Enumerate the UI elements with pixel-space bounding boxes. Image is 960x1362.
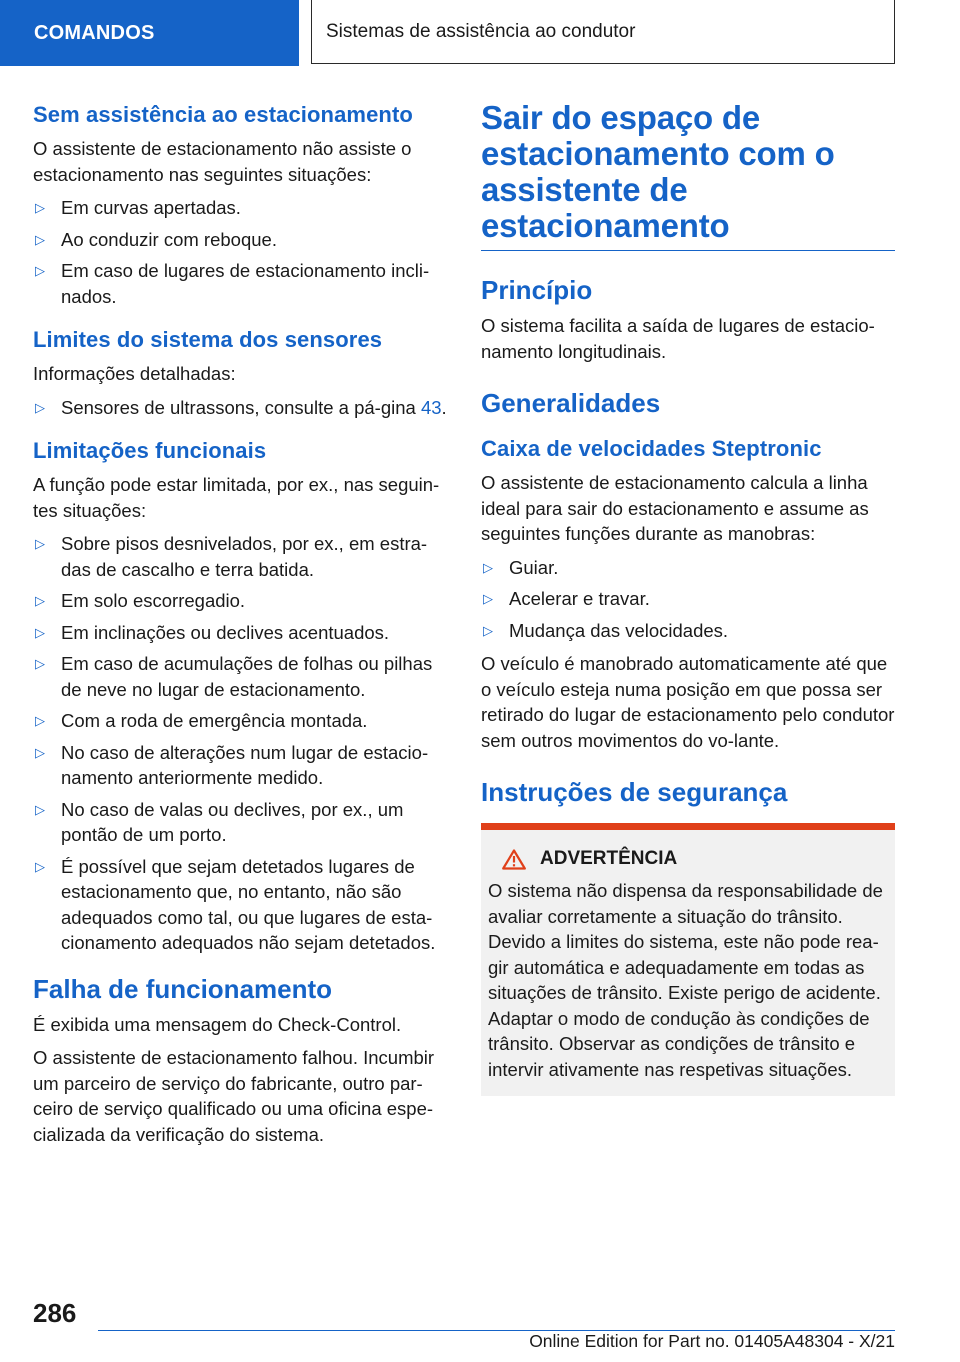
- left-column: [33, 100, 448, 1155]
- triangle-right-icon: ▷: [35, 200, 45, 215]
- heading-no-assist: Sem assistência ao estacionamento: [33, 102, 413, 127]
- list-sensor-limits: [33, 395, 448, 421]
- heading-malfunction: Falha de funcionamento: [33, 973, 333, 1004]
- section-tab: COMANDOS: [0, 0, 299, 66]
- paragraph: Informações detalhadas:: [33, 363, 236, 384]
- triangle-right-icon: ▷: [35, 536, 45, 551]
- warning-text: O sistema não dispensa da responsabilidade de avaliar corretamente a situação do trânsito. Devido a limites do sistema, este não pode rea-gir automática e adequadamente em todas as situações de trânsito. Existe perigo de acidente. Adaptar o modo de condução às condições de trânsito. Observar as condições de trânsito e intervir ativamente nas respetivas situações.: [488, 880, 883, 1080]
- paragraph: O assistente de estacionamento calcula a linha ideal para sair do estacionamento e assume as seguintes funções durante as manobras:: [481, 472, 869, 544]
- paragraph: O assistente de estacionamento não assiste o estacionamento nas seguintes situações:: [33, 138, 412, 185]
- triangle-right-icon: ▷: [35, 656, 45, 671]
- triangle-right-icon: ▷: [35, 231, 45, 247]
- list-item: ▷ Acelerar e travar.: [481, 586, 895, 612]
- list-item: ▷ Sensores de ultrassons, consulte a pá-gina 43.: [33, 395, 448, 421]
- list-item: ▷ Mudança das velocidades.: [481, 618, 895, 644]
- list-item: ▷ Em inclinações ou declives acentuados.: [33, 620, 448, 646]
- triangle-right-icon: ▷: [35, 744, 45, 760]
- triangle-right-icon: ▷: [35, 263, 45, 278]
- list-item: ▷ Em caso de acumulações de folhas ou pilhas de neve no lugar de estacionamento.: [35, 653, 433, 700]
- chapter-heading: Sair do espaço de estacionamento com o assistente de estacionamento: [481, 100, 895, 251]
- heading-sensor-limits: Limites do sistema dos sensores: [33, 327, 383, 352]
- heading-func-limits: Limitações funcionais: [33, 438, 267, 463]
- paragraph: O veículo é manobrado automaticamente até que o veículo esteja numa posição em que possa ser retirado do lugar de estacionamento pelo condutor sem outros movimentos do vo-lante.: [481, 653, 895, 751]
- warning-triangle-icon: [502, 849, 526, 870]
- page-header: [0, 0, 960, 66]
- paragraph: O assistente de estacionamento falhou. Incumbir um parceiro de serviço do fabricante, outro par-ceiro de serviço qualificado ou uma oficina espe-cializada da verificação do sistema.: [33, 1047, 435, 1145]
- triangle-right-icon: ▷: [35, 593, 45, 608]
- list-item: ▷ Sobre pisos desnivelados, por ex., em estra-das de cascalho e terra batida.: [35, 533, 428, 580]
- list-item: ▷ Ao conduzir com reboque.: [33, 227, 448, 253]
- heading-principle: Princípio: [481, 275, 593, 305]
- triangle-right-icon: ▷: [35, 713, 45, 728]
- list-item: ▷ Com a roda de emergência montada.: [33, 708, 448, 734]
- triangle-right-icon: ▷: [35, 858, 45, 874]
- warning-title: ADVERTÊNCIA: [488, 848, 889, 870]
- list-functions: [481, 555, 895, 644]
- heading-general: Generalidades: [481, 388, 661, 418]
- triangle-right-icon: ▷: [35, 399, 45, 415]
- list-item: ▷ Em caso de lugares de estacionamento incli-nados.: [35, 260, 430, 307]
- triangle-right-icon: ▷: [483, 591, 493, 606]
- list-func-limits: [33, 531, 448, 956]
- list-item: ▷ No caso de alterações num lugar de estacio-namento anteriormente medido.: [35, 741, 429, 788]
- edition-text: Online Edition for Part no. 01405A48304 - X/21: [529, 1331, 895, 1351]
- heading-steptronic: Caixa de velocidades Steptronic: [481, 436, 822, 461]
- paragraph: O sistema facilita a saída de lugares de estacio-namento longitudinais.: [481, 315, 875, 362]
- triangle-right-icon: ▷: [483, 559, 493, 575]
- page-link[interactable]: 43: [420, 396, 442, 418]
- paragraph: É exibida uma mensagem do Check-Control.: [33, 1013, 402, 1035]
- paragraph: A função pode estar limitada, por ex., nas seguin-tes situações:: [33, 474, 440, 521]
- heading-safety: Instruções de segurança: [481, 777, 788, 807]
- triangle-right-icon: ▷: [483, 622, 493, 638]
- list-item: ▷ Em solo escorregadio.: [33, 588, 448, 614]
- list-item: ▷ É possível que sejam detetados lugares de estacionamento que, no entanto, não são adequados como tal, ou que lugares de esta-cionamento adequados não sejam detetados.: [35, 855, 436, 953]
- list-item: ▷ Guiar.: [481, 555, 895, 581]
- chapter-title: Sistemas de assistência ao condutor: [311, 0, 895, 64]
- page-number: 286: [33, 1298, 77, 1328]
- right-column: [481, 100, 895, 1096]
- list-no-assist: [33, 195, 448, 309]
- warning-box: [481, 823, 895, 1096]
- triangle-right-icon: ▷: [35, 801, 45, 817]
- list-item: ▷ Em curvas apertadas.: [33, 195, 448, 221]
- triangle-right-icon: ▷: [35, 624, 45, 640]
- list-item: ▷ No caso de valas ou declives, por ex., um pontão de um porto.: [35, 798, 404, 845]
